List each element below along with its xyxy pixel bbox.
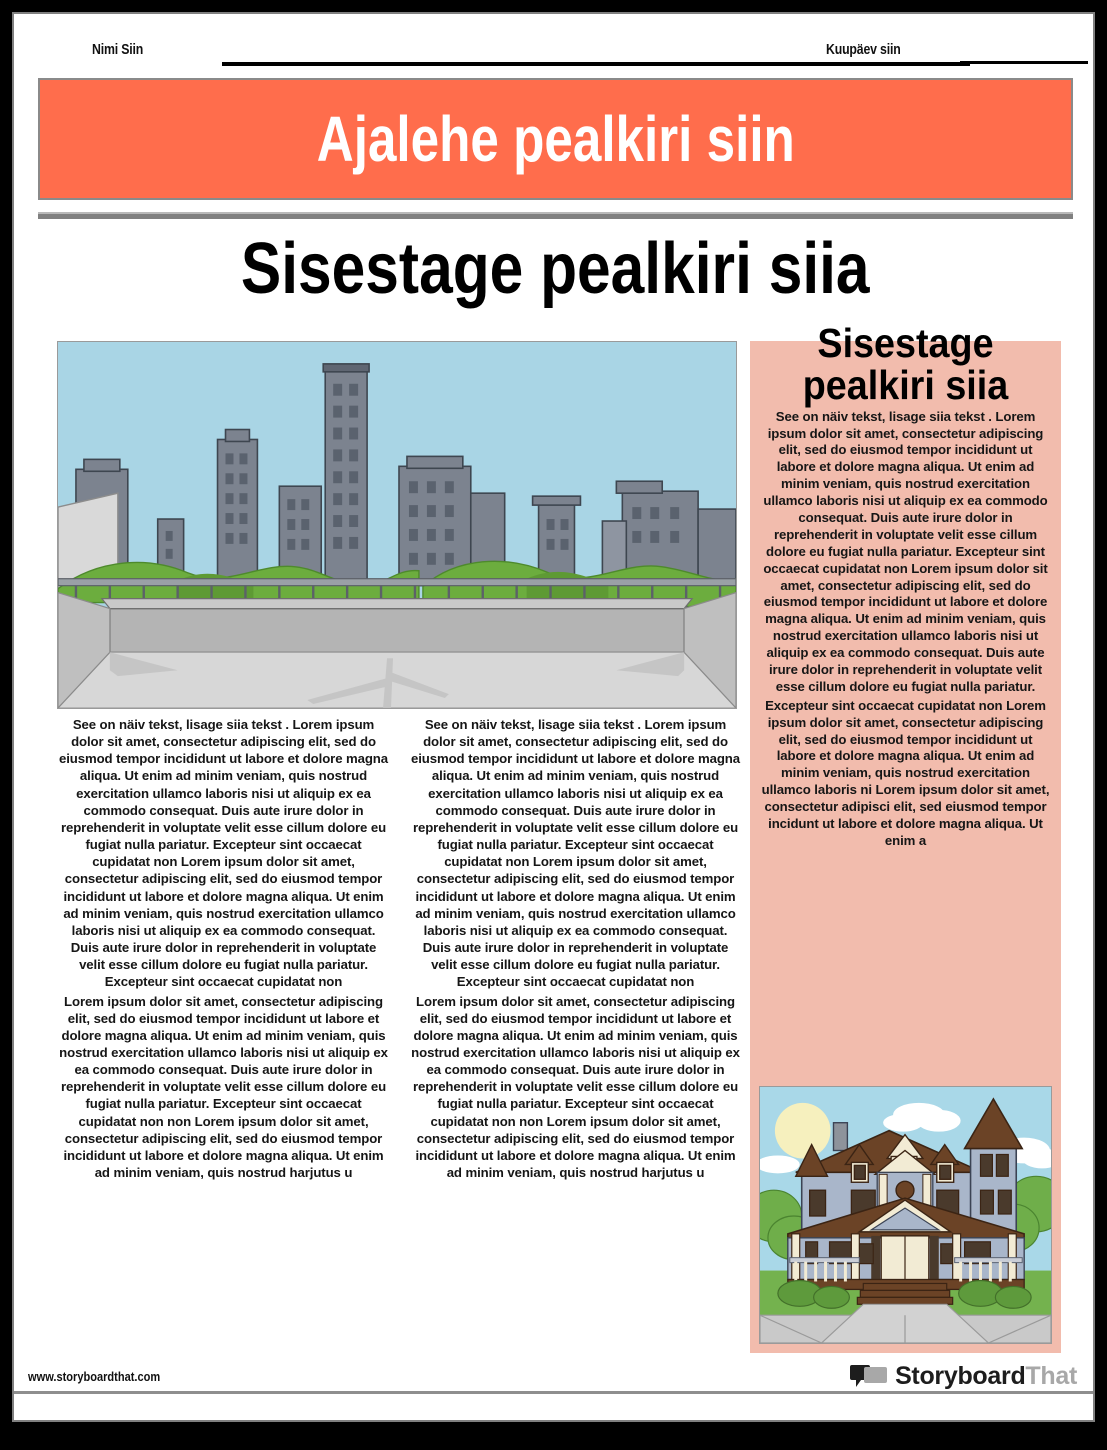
logo-text-dark: Storyboard xyxy=(895,1362,1026,1390)
sidebar-title-text: Sisestage pealkiri siia xyxy=(802,320,1009,408)
meta-row xyxy=(14,14,1093,72)
sidebar-paragraph: Excepteur sint occaecat cupidatat non Lorem ipsum dolor sit amet, consectetur adipiscing elit, sed do eiusmod tempor incididunt ut labore et dolore magna aliqua. Ut enim ad minim veniam, quis nostrud exercitation ullamco laboris ni Lorem ipsum dolor sit amet, consectetur adipisci elit, sed eiusmod tempor incidunt ut labore et dolore magna aliqua. Ut enim a xyxy=(761,697,1050,848)
date-label: Kuupäev siin xyxy=(826,41,901,58)
newspaper-page xyxy=(12,12,1095,1422)
sidebar-title[interactable] xyxy=(750,320,1061,408)
logo-wordmark xyxy=(895,1364,1077,1389)
body-column-2 xyxy=(409,716,742,1181)
page-headline-text: Sisestage pealkiri siia xyxy=(241,229,870,309)
sidebar-panel xyxy=(750,320,1061,1353)
masthead-banner[interactable] xyxy=(38,78,1073,200)
sidebar-paragraph: See on näiv tekst, lisage siia tekst . Lorem ipsum dolor sit amet, consectetur adipiscing elit, sed do eiusmod tempor incididunt ut labore et dolore magna aliqua. Ut enim ad minim veniam, quis nostrud exercitation ullamco laboris nisi ut aliquip ex ea commodo consequat. Duis aute irure dolor in reprehenderit in voluptate velit esse cillum dolore eu fugiat nulla pariatur. Excepteur sint occaecat cupidatat non Lorem ipsum dolor sit amet, consectetur adipiscing elit, sed do eiusmod tempor incididunt ut labore et dolore magna aliqua. Ut enim ad minim veniam, quis nostrud exercitation ullamco laboris nisi ut aliquip ex ea commodo consequat. Duis aute irure dolor in reprehenderit in voluptate velit esse cillum dolore eu fugiat nulla pariatur. xyxy=(763,408,1048,694)
page-headline[interactable] xyxy=(38,229,1073,309)
logo-text-light: That xyxy=(1025,1362,1077,1390)
body-paragraph: See on näiv tekst, lisage siia tekst . Lorem ipsum dolor sit amet, consectetur adipiscing elit, sed do eiusmod tempor incididunt ut labore et dolore magna aliqua. Ut enim ad minim veniam, quis nostrud exercitation ullamco laboris nisi ut aliquip ex ea commodo consequat. Duis aute irure dolor in reprehenderit in voluptate velit esse cillum dolore eu fugiat nulla pariatur. Excepteur sint occaecat cupidatat non Lorem ipsum dolor sit amet, consectetur adipiscing elit, sed do eiusmod tempor incididunt ut labore et dolore magna aliqua. Ut enim ad minim veniam, quis nostrud exercitation ullamco laboris nisi ut aliquip ex ea commodo consequat. Duis aute irure dolor in reprehenderit in voluptate velit esse cillum dolore eu fugiat nulla pariatur. Excepteur sint occaecat cupidatat non xyxy=(58,717,388,990)
date-write-line[interactable] xyxy=(960,61,1088,64)
footer-divider xyxy=(14,1391,1093,1394)
name-write-line[interactable] xyxy=(222,62,970,66)
victorian-house-image[interactable] xyxy=(759,1086,1052,1344)
body-column-1 xyxy=(57,716,390,1181)
footer-url[interactable]: www.storyboardthat.com xyxy=(28,1369,161,1384)
storyboardthat-logo[interactable] xyxy=(850,1363,1077,1390)
masthead-title: Ajalehe pealkiri siin xyxy=(316,103,795,175)
speech-bubbles-icon xyxy=(850,1363,888,1390)
name-label: Nimi Siin xyxy=(92,41,144,58)
victorian-house-illustration xyxy=(760,1087,1051,1343)
body-paragraph: See on näiv tekst, lisage siia tekst . Lorem ipsum dolor sit amet, consectetur adipiscing elit, sed do eiusmod tempor incididunt ut labore et dolore magna aliqua. Ut enim ad minim veniam, quis nostrud exercitation ullamco laboris nisi ut aliquip ex ea commodo consequat. Duis aute irure dolor in reprehenderit in voluptate velit esse cillum dolore eu fugiat nulla pariatur. Excepteur sint occaecat cupidatat non Lorem ipsum dolor sit amet, consectetur adipiscing elit, sed do eiusmod tempor incididunt ut labore et dolore magna aliqua. Ut enim ad minim veniam, quis nostrud exercitation ullamco laboris nisi ut aliquip ex ea commodo consequat. Duis aute irure dolor in reprehenderit in voluptate velit esse cillum dolore eu fugiat nulla pariatur. Excepteur sint occaecat cupidatat non xyxy=(410,717,740,990)
sidebar-body xyxy=(750,407,1061,850)
body-paragraph: Lorem ipsum dolor sit amet, consectetur adipiscing elit, sed do eiusmod tempor incididunt ut labore et dolore magna aliqua. Ut enim ad minim veniam, quis nostrud exercitation ullamco laboris nisi ut aliquip ex ea commodo consequat. Duis aute irure dolor in reprehenderit in voluptate velit esse cillum dolore eu fugiat nulla pariatur. Excepteur sint occaecat cupidatat non non Lorem ipsum dolor sit amet, consectetur adipiscing elit, sed do eiusmod tempor incididunt ut labore et dolore magna aliqua. Ut enim ad minim veniam, quis nostrud harjutus u xyxy=(59,993,388,1181)
city-rooftop-image[interactable] xyxy=(57,341,737,709)
city-rooftop-illustration xyxy=(58,342,736,708)
masthead-divider xyxy=(38,212,1073,219)
body-paragraph: Lorem ipsum dolor sit amet, consectetur adipiscing elit, sed do eiusmod tempor incididunt ut labore et dolore magna aliqua. Ut enim ad minim veniam, quis nostrud exercitation ullamco laboris nisi ut aliquip ex ea commodo consequat. Duis aute irure dolor in reprehenderit in voluptate velit esse cillum dolore eu fugiat nulla pariatur. Excepteur sint occaecat cupidatat non non Lorem ipsum dolor sit amet, consectetur adipiscing elit, sed do eiusmod tempor incididunt ut labore et dolore magna aliqua. Ut enim ad minim veniam, quis nostrud harjutus u xyxy=(411,993,740,1181)
